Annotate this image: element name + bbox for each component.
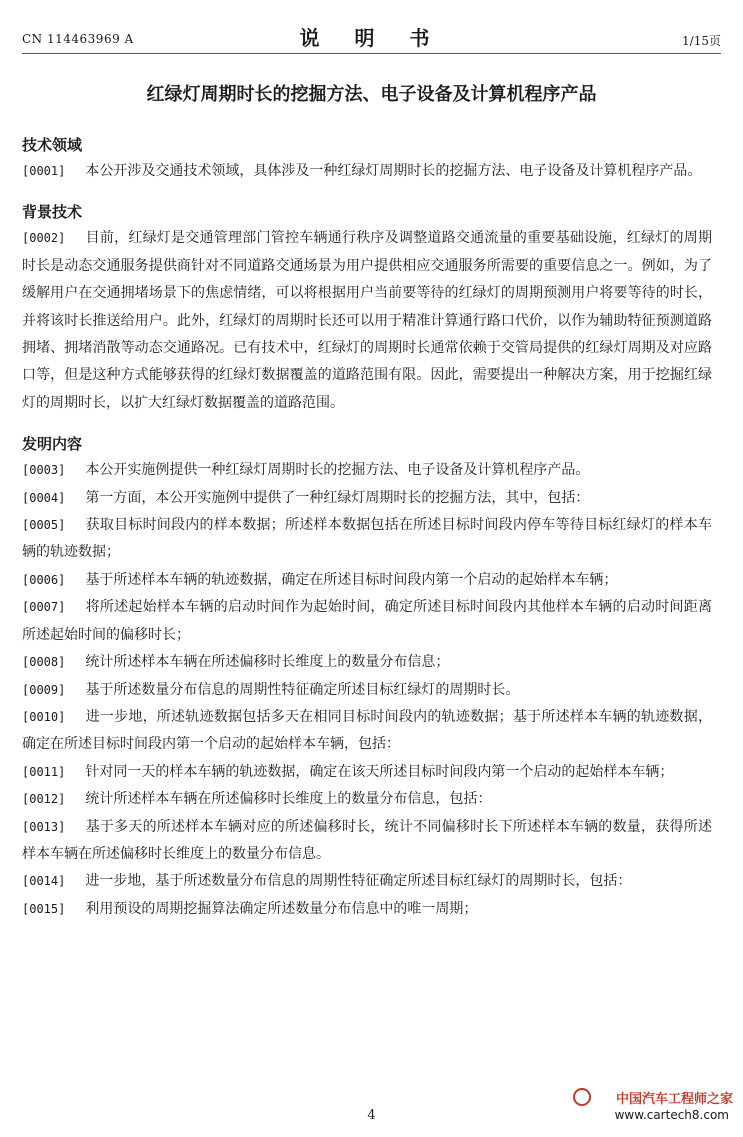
document-body: [22, 132, 712, 923]
paragraph-text: 本公开实施例提供一种红绿灯周期时长的挖掘方法、电子设备及计算机程序产品。: [85, 462, 590, 479]
paragraph-number: [0005]: [22, 518, 66, 533]
paragraph: [22, 677, 712, 704]
gear-icon: [573, 1088, 591, 1106]
paragraph: [22, 704, 712, 759]
paragraph-number: [0003]: [22, 463, 66, 478]
paragraph-text: 利用预设的周期挖掘算法确定所述数量分布信息中的唯一周期；: [85, 900, 478, 917]
paragraph-number: [0014]: [22, 874, 66, 889]
paragraph: [22, 814, 712, 869]
section-heading: 背景技术: [22, 203, 83, 222]
paragraph: [22, 868, 712, 895]
page-number: 4: [367, 1108, 376, 1123]
paragraph-text: 基于所述样本车辆的轨迹数据，确定在所述目标时间段内第一个启动的起始样本车辆；: [85, 571, 618, 588]
section-gap: [22, 185, 712, 199]
paragraph-number: [0006]: [22, 572, 66, 587]
document-type: 说 明 书: [299, 26, 444, 50]
paragraph-number: [0011]: [22, 764, 66, 779]
paragraph: [22, 786, 712, 813]
paragraph-text: 进一步地，基于所述数量分布信息的周期性特征确定所述目标红绿灯的周期时长，包括：: [85, 873, 632, 890]
paragraph: [22, 457, 712, 484]
paragraph-number: [0015]: [22, 901, 66, 916]
paragraph: [22, 594, 712, 649]
watermark-logo-text: 中国汽车工程师之家: [615, 1092, 733, 1107]
paragraph: [22, 759, 712, 786]
paragraph: [22, 567, 712, 594]
paragraph-number: [0007]: [22, 600, 66, 615]
paragraph: [22, 485, 712, 512]
paragraph-text: 进一步地，所述轨迹数据包括多天在相同目标时间段内的轨迹数据；基于所述样本车辆的轨迹数据，确定在所述目标时间段内第一个启动的起始样本车辆，包括：: [22, 708, 712, 753]
paragraph-text: 目前，红绿灯是交通管理部门管控车辆通行秩序及调整道路交通流量的重要基础设施，红绿灯的周期时长是动态交通服务提供商针对不同道路交通场景为用户提供相应交通服务所需要的重要信息之一。例如，为了缓解用户在交通拥堵场景下的焦虑情绪，可以将根据用户当前要等待的红绿灯的周期预测用户将要等待的时长，并将该时长推送给用户。此外，红绿灯的周期时长还可以用于精准计算通行路口代价，以作为辅助特征预测道路拥堵、拥堵消散等动态交通路况。已有技术中，红绿灯的周期时长通常依赖于交管局提供的红绿灯周期及对应路口等，但是这种方式能够获得的红绿灯数据覆盖的道路范围有限。因此，需要提出一种解决方案，用于挖掘红绿灯的周期时长，以扩大红绿灯数据覆盖的道路范围。: [22, 230, 712, 411]
paragraph-text: 获取目标时间段内的样本数据；所述样本数据包括在所述目标时间段内停车等待目标红绿灯的样本车辆的轨迹数据；: [22, 517, 712, 561]
paragraph: [22, 649, 712, 676]
paragraph-text: 将所述起始样本车辆的启动时间作为起始时间，确定所述目标时间段内其他样本车辆的启动时间距离所述起始时间的偏移时长；: [22, 599, 712, 643]
paragraph: [22, 512, 712, 567]
paragraph: [22, 225, 712, 417]
paragraph-number: [0002]: [22, 231, 66, 246]
paragraph-text: 基于所述数量分布信息的周期性特征确定所述目标红绿灯的周期时长。: [85, 681, 520, 698]
paragraph-text: 统计所述样本车辆在所述偏移时长维度上的数量分布信息；: [85, 654, 450, 671]
paragraph-number: [0009]: [22, 682, 66, 697]
paragraph: [22, 896, 712, 923]
watermark-url: www.cartech8.com: [614, 1108, 729, 1122]
paragraph-number: [0001]: [22, 164, 66, 178]
paragraph-number: [0010]: [22, 709, 66, 724]
page-info: 1/15页: [682, 34, 721, 48]
document-title: 红绿灯周期时长的挖掘方法、电子设备及计算机程序产品: [146, 84, 597, 105]
paragraph-number: [0013]: [22, 819, 66, 834]
header-rule: [22, 53, 721, 54]
section-heading: 技术领域: [22, 136, 83, 154]
paragraph-text: 基于多天的所述样本车辆对应的所述偏移时长，统计不同偏移时长下所述样本车辆的数量，获得所述样本车辆在所述偏移时长维度上的数量分布信息。: [22, 818, 712, 862]
paragraph-text: 针对同一天的样本车辆的轨迹数据，确定在该天所述目标时间段内第一个启动的起始样本车辆；: [85, 763, 674, 780]
patent-number: CN 114463969 A: [22, 32, 134, 46]
paragraph: [22, 158, 712, 185]
paragraph-number: [0012]: [22, 792, 66, 807]
paragraph-text: 统计所述样本车辆在所述偏移时长维度上的数量分布信息，包括：: [85, 791, 492, 808]
paragraph-text: 本公开涉及交通技术领域，具体涉及一种红绿灯周期时长的挖掘方法、电子设备及计算机程序产品。: [85, 163, 702, 179]
paragraph-number: [0008]: [22, 655, 66, 670]
page-header: [22, 22, 721, 54]
watermark: [573, 1086, 733, 1130]
section-heading: 发明内容: [22, 435, 83, 454]
paragraph-text: 第一方面，本公开实施例中提供了一种红绿灯周期时长的挖掘方法，其中，包括：: [85, 489, 590, 506]
paragraph-number: [0004]: [22, 490, 66, 505]
section-gap: [22, 417, 712, 431]
